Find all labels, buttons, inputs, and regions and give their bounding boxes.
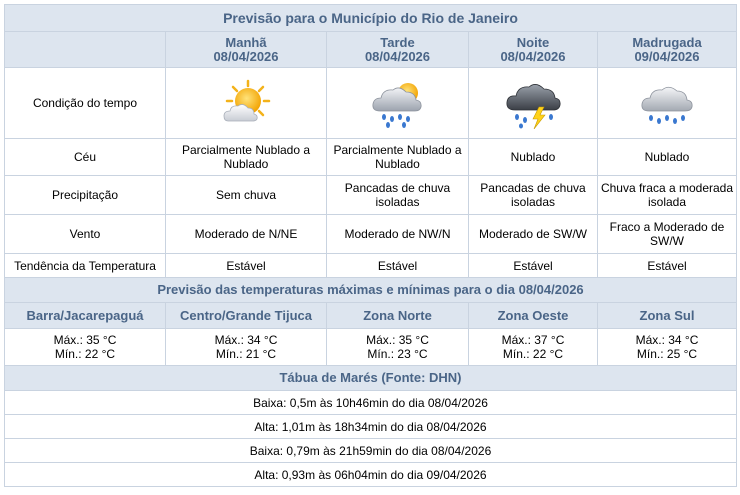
sky-cell-morning: Parcialmente Nublado a Nublado [166,139,327,176]
zone-header-centro: Centro/Grande Tijuca [166,303,327,329]
max-temp: Máx.: 35 °C [366,333,429,347]
row-label-sky: Céu [5,139,166,176]
light-rain-cloud-icon [637,78,697,128]
zone-temps-sul [598,329,737,366]
min-temp: Mín.: 22 °C [502,347,564,361]
sky-cell-afternoon: Parcialmente Nublado a Nublado [327,139,469,176]
zone-temps-centro [166,329,327,366]
period-header-afternoon [327,32,469,68]
trend-cell-dawn: Estável [598,254,737,278]
partly-cloudy-sun-icon [218,79,274,127]
period-date: 08/04/2026 [364,48,431,64]
temps-title: Previsão das temperaturas máximas e mínimas para o dia 08/04/2026 [5,278,737,303]
precipitation-cell-dawn: Chuva fraca a moderada isolada [598,176,737,215]
zone-temps-barra [5,329,166,366]
forecast-table [4,4,737,487]
zone-header-oeste: Zona Oeste [469,303,598,329]
max-temp: Máx.: 34 °C [635,333,699,347]
period-name: Manhã [225,34,267,50]
header-blank-cell [5,32,166,68]
period-date: 08/04/2026 [213,48,279,64]
tide-title: Tábua de Marés (Fonte: DHN) [5,366,737,391]
condition-cell-afternoon [327,68,469,139]
period-date: 09/04/2026 [634,48,700,64]
period-date: 08/04/2026 [500,48,566,64]
zone-temps-norte [327,329,469,366]
period-name: Madrugada [632,34,702,50]
zone-header-barra: Barra/Jacarepaguá [5,303,166,329]
wind-cell-morning: Moderado de N/NE [166,215,327,254]
precipitation-cell-night: Pancadas de chuva isoladas [469,176,598,215]
trend-cell-morning: Estável [166,254,327,278]
row-label-condition: Condição do tempo [5,68,166,139]
trend-cell-night: Estável [469,254,598,278]
zone-header-norte: Zona Norte [327,303,469,329]
period-header-dawn [598,32,737,68]
wind-cell-afternoon: Moderado de NW/N [327,215,469,254]
period-header-morning [166,32,327,68]
wind-cell-dawn: Fraco a Moderado de SW/W [598,215,737,254]
max-temp: Máx.: 35 °C [53,333,117,347]
min-temp: Mín.: 22 °C [54,347,116,361]
min-temp: Mín.: 21 °C [215,347,277,361]
tide-row: Baixa: 0,5m às 10h46min do dia 08/04/2026 [5,391,737,415]
sky-cell-night: Nublado [469,139,598,176]
row-label-precipitation: Precipitação [5,176,166,215]
sky-cell-dawn: Nublado [598,139,737,176]
period-name: Noite [516,34,550,50]
row-label-wind: Vento [5,215,166,254]
forecast-title: Previsão para o Município do Rio de Janeiro [5,5,737,32]
thunderstorm-icon [503,77,563,129]
max-temp: Máx.: 37 °C [501,333,565,347]
period-name: Tarde [380,34,415,50]
zone-temps-oeste [469,329,598,366]
tide-row: Alta: 0,93m às 06h04min do dia 09/04/2026 [5,463,737,487]
wind-cell-night: Moderado de SW/W [469,215,598,254]
precipitation-cell-morning: Sem chuva [166,176,327,215]
tide-row: Baixa: 0,79m às 21h59min do dia 08/04/2026 [5,439,737,463]
tide-row: Alta: 1,01m às 18h34min do dia 08/04/2026 [5,415,737,439]
condition-cell-morning [166,68,327,139]
min-temp: Mín.: 23 °C [367,347,428,361]
max-temp: Máx.: 34 °C [214,333,278,347]
precipitation-cell-afternoon: Pancadas de chuva isoladas [327,176,469,215]
condition-cell-dawn [598,68,737,139]
rain-cloud-sun-icon [368,77,428,129]
row-label-trend: Tendência da Temperatura [5,254,166,278]
condition-cell-night [469,68,598,139]
trend-cell-afternoon: Estável [327,254,469,278]
zone-header-sul: Zona Sul [598,303,737,329]
min-temp: Mín.: 25 °C [636,347,698,361]
period-header-night [469,32,598,68]
